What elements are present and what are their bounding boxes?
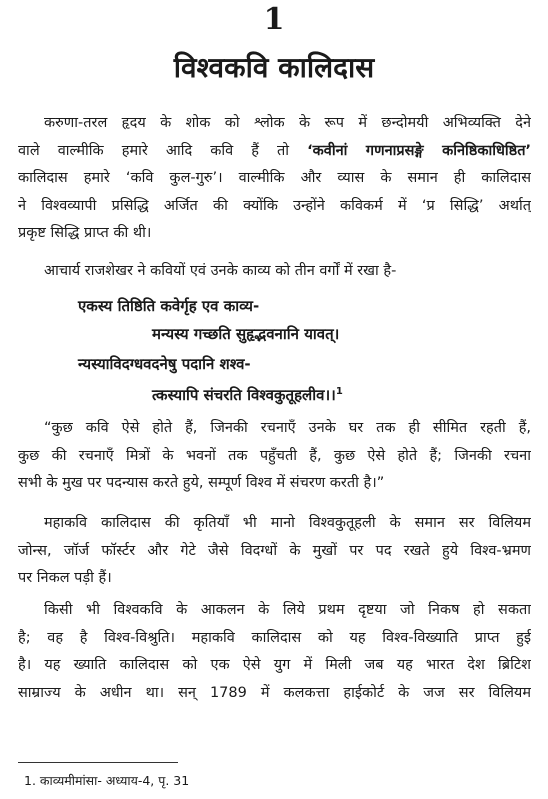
footnote: 1. काव्यमीमांसा- अध्याय-4, पृ. 31 <box>24 773 190 788</box>
paragraph-line: है; वह है विश्व-विश्रुति। महाकवि कालिदास को यह विश्व-विख्याति प्राप्त हुई <box>18 629 531 646</box>
paragraph-line: “कुछ कवि ऐसे होते हैं, जिनकी रचनाएँ उनके घर तक ही सीमित रहती हैं, <box>44 420 531 436</box>
quoted-phrase: ‘कवीनां गणनाप्रसङ्गे कनिष्ठिकाधिष्ठित’ <box>307 142 531 159</box>
verse-line-2: मन्यस्य गच्छति सुहृद्भवनानि यावत्। <box>152 325 340 343</box>
paragraph-line: पर निकल पड़ी हैं। <box>18 570 112 586</box>
paragraph-line: साम्राज्य के अधीन था। सन् 1789 में कलकत्ता हाईकोर्ट के जज सर विलियम <box>18 684 531 701</box>
chapter-number: 1 <box>263 2 285 37</box>
paragraph-line: कुछ की रचनाएँ मित्रों के भवनों तक पहुँचती हैं, कुछ ऐसे होते हैं; जिनकी रचना <box>18 447 531 464</box>
footnote-divider <box>18 762 178 763</box>
paragraph-line: ने विश्वव्यापी प्रसिद्धि अर्जित की क्योंकि उन्होंने कविकर्म में ‘प्र सिद्धि’ अर्थात् <box>18 197 531 214</box>
paragraph-3 <box>18 415 531 498</box>
paragraph-line: है। यह ख्याति कालिदास को एक ऐसे युग में मिली जब यह भारत देश ब्रिटिश <box>18 657 531 673</box>
verse-line-3: न्यस्याविदग्धवदनेषु पदानि शश्व- <box>78 355 251 373</box>
paragraph-2 <box>18 258 531 286</box>
chapter-title: विश्वकवि कालिदास <box>173 51 375 84</box>
verse-line-4: त्कस्यापि संचरति विश्वकुतूहलीव।।$^1$ <box>152 386 343 404</box>
paragraph-line: सभी के मुख पर पदन्यास करते हुये, सम्पूर्ण विश्व में संचरण करती है।” <box>18 475 385 491</box>
paragraph-1 <box>18 110 531 248</box>
paragraph-line: जोन्स, जॉर्ज फॉर्स्टर और गेटे जैसे विदग्धों के मुखों पर पद रखते हुये विश्व-भ्रमण <box>18 542 531 559</box>
paragraph-line: करुणा-तरल हृदय के शोक को श्लोक के रूप में छन्दोमयी अभिव्यक्ति देने <box>44 115 531 131</box>
verse-line-1: एकस्य तिष्ठिति कवेर्गृह एव काव्य- <box>78 297 260 315</box>
footnote-marker: 1 <box>335 386 343 397</box>
paragraph-5 <box>18 597 531 707</box>
paragraph-line: किसी भी विश्वकवि के आकलन के लिये प्रथम दृष्टया जो निकष हो सकता <box>44 602 531 618</box>
paragraph-line: महाकवि कालिदास की कृतियाँ भी मानो विश्वकुतूहली के समान सर विलियम <box>44 515 531 531</box>
paragraph-line: कालिदास हमारे ‘कवि कुल-गुरु’। वाल्मीकि और व्यास के समान ही कालिदास <box>18 170 531 186</box>
paragraph-4 <box>18 510 531 593</box>
paragraph-line: वाले वाल्मीकि हमारे आदि कवि हैं तो ‘कवीनां गणनाप्रसङ्गे कनिष्ठिकाधिष्ठित’ <box>18 142 531 159</box>
paragraph-line: प्रकृष्ट सिद्धि प्राप्त की थी। <box>18 225 152 241</box>
paragraph-line: आचार्य राजशेखर ने कवियों एवं उनके काव्य को तीन वर्गों में रखा है- <box>44 263 397 279</box>
